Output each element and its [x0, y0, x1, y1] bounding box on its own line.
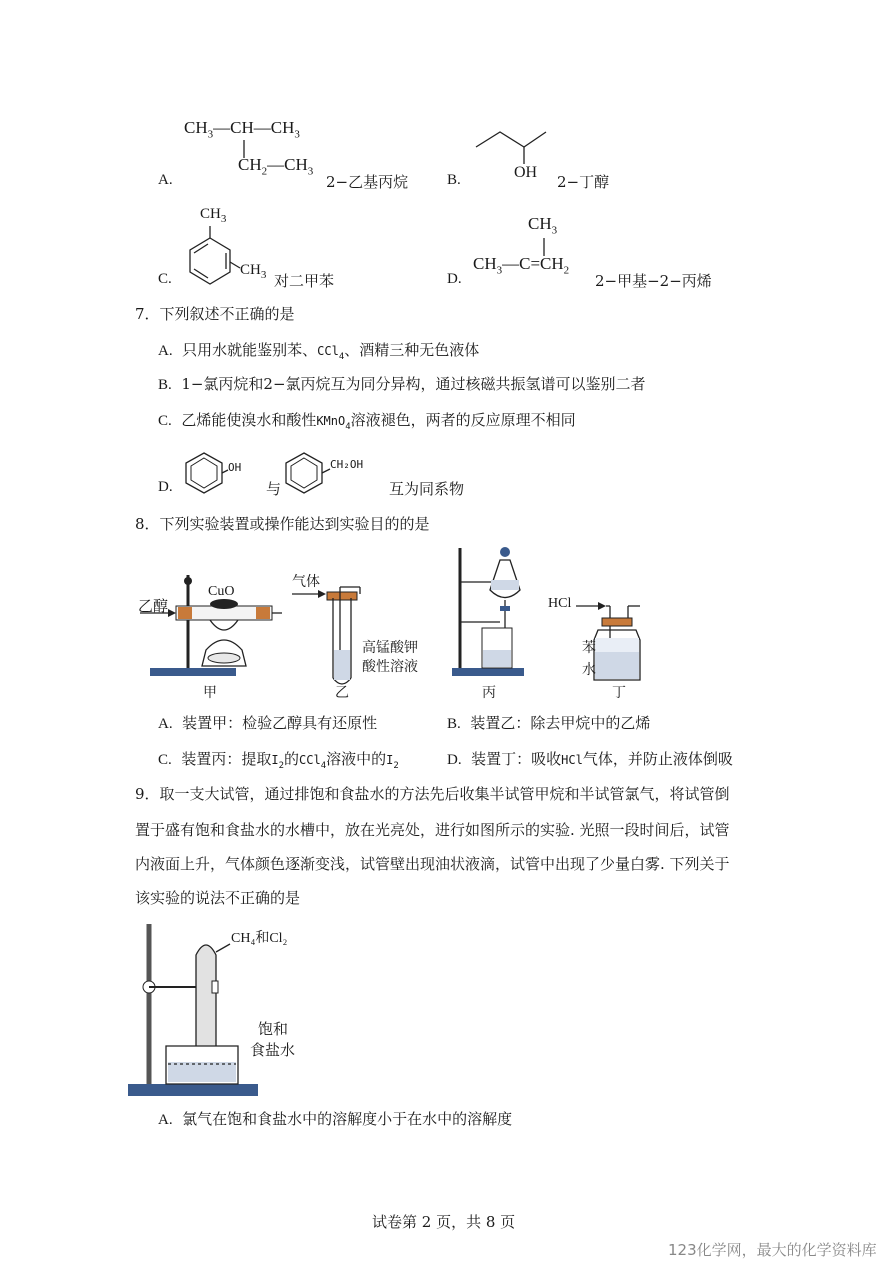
q9-stem-line1: 9．取一支大试管，通过排饱和食盐水的方法先后收集半试管甲烷和半试管氯气，将试管倒 [135, 785, 730, 803]
q8-caption-jia: 甲 [203, 685, 217, 701]
q6d-name: 2−甲基−2−丙烯 [595, 272, 712, 290]
q8-caption-yi: 乙 [335, 685, 349, 701]
q8-stem: 8．下列实验装置或操作能达到实验目的的是 [135, 515, 430, 533]
q8-caption-bing: 丙 [482, 685, 496, 701]
q7-option-a: A. 只用水就能鉴别苯、CCl$_4$、酒精三种无色液体 [158, 341, 480, 362]
q7d-phenol-oh: OH [228, 461, 242, 474]
q8-label-cuo: CuO [208, 584, 235, 599]
q6-option-b-letter: B. [447, 172, 461, 188]
q7d-benzyl-ch2oh: CH₂OH [330, 458, 364, 471]
q8-label-water: 水 [582, 662, 596, 678]
q9-option-a: A. 氯气在饱和食盐水中的溶解度小于在水中的溶解度 [158, 1110, 513, 1128]
q6d-ch3-top: $CH_3$ [528, 214, 558, 237]
q9-stem-line2: 置于盛有饱和食盐水的水槽中，放在光亮处，进行如图所示的实验. 光照一段时间后，试管 [135, 821, 730, 839]
q9-label-brine1: 饱和 [258, 1020, 289, 1038]
q9-label-gases: CH₄和Cl₂ [231, 931, 288, 946]
q6d-main-chain: $CH_3—C=CH_2$ [473, 254, 570, 277]
watermark: 123化学网，最大的化学资料库 [668, 1241, 877, 1259]
q8-label-kmno4-2: 酸性溶液 [362, 659, 418, 675]
q8-label-benzene: 苯 [582, 640, 596, 656]
q6-option-c-letter: C. [158, 271, 172, 287]
q8-option-c: C. 装置丙：提取$I_2$的CCl$_4$溶液中的$I_2$ [158, 750, 399, 771]
q9-stem-line3: 内液面上升，气体颜色逐渐变浅，试管壁出现油状液滴，试管中出现了少量白雾. 下列关于 [135, 855, 730, 873]
q8-label-hcl: HCl [548, 596, 572, 611]
q6c-ch3-top: $CH_3$ [200, 206, 227, 225]
q9-stem-line4: 该实验的说法不正确的是 [135, 889, 301, 907]
q7-option-d-letter: D. [158, 479, 173, 495]
q6c-name: 对二甲苯 [274, 272, 335, 290]
q6a-name: 2−乙基丙烷 [326, 173, 409, 191]
q8-label-kmno4-1: 高锰酸钾 [362, 640, 418, 656]
q6a-structure: $CH_3—CH—CH_3$ [184, 118, 300, 141]
q6a-branch: $CH_2—CH_3$ [238, 155, 314, 178]
q6b-oh: OH [514, 164, 538, 181]
q6-option-d-letter: D. [447, 271, 462, 287]
q7-option-b: B. 1−氯丙烷和2−氯丙烷互为同分异构，通过核磁共振氢谱可以鉴别二者 [158, 375, 646, 393]
q8-option-d: D. 装置丁：吸收HCl气体，并防止液体倒吸 [447, 750, 733, 768]
q7-option-c: C. 乙烯能使溴水和酸性KMnO$_4$溶液褪色，两者的反应原理不相同 [158, 411, 576, 432]
q8-option-b: B. 装置乙：除去甲烷中的乙烯 [447, 714, 651, 732]
q7-stem: 7．下列叙述不正确的是 [135, 305, 295, 323]
q8-caption-ding: 丁 [612, 685, 626, 701]
q6b-name: 2−丁醇 [557, 173, 610, 191]
q8-label-ethanol: 乙醇 [138, 597, 169, 615]
q6c-ch3-side: $CH_3$ [240, 262, 267, 281]
q7d-mid: 与 [266, 480, 282, 498]
q8-label-gas: 气体 [292, 574, 320, 590]
q8-option-a: A. 装置甲：检验乙醇具有还原性 [158, 714, 378, 732]
q6-option-a-letter: A. [158, 172, 173, 188]
q9-label-brine2: 食盐水 [250, 1041, 296, 1059]
q7d-post: 互为同系物 [389, 480, 465, 498]
page-number: 试卷第 2 页，共 8 页 [372, 1213, 516, 1231]
